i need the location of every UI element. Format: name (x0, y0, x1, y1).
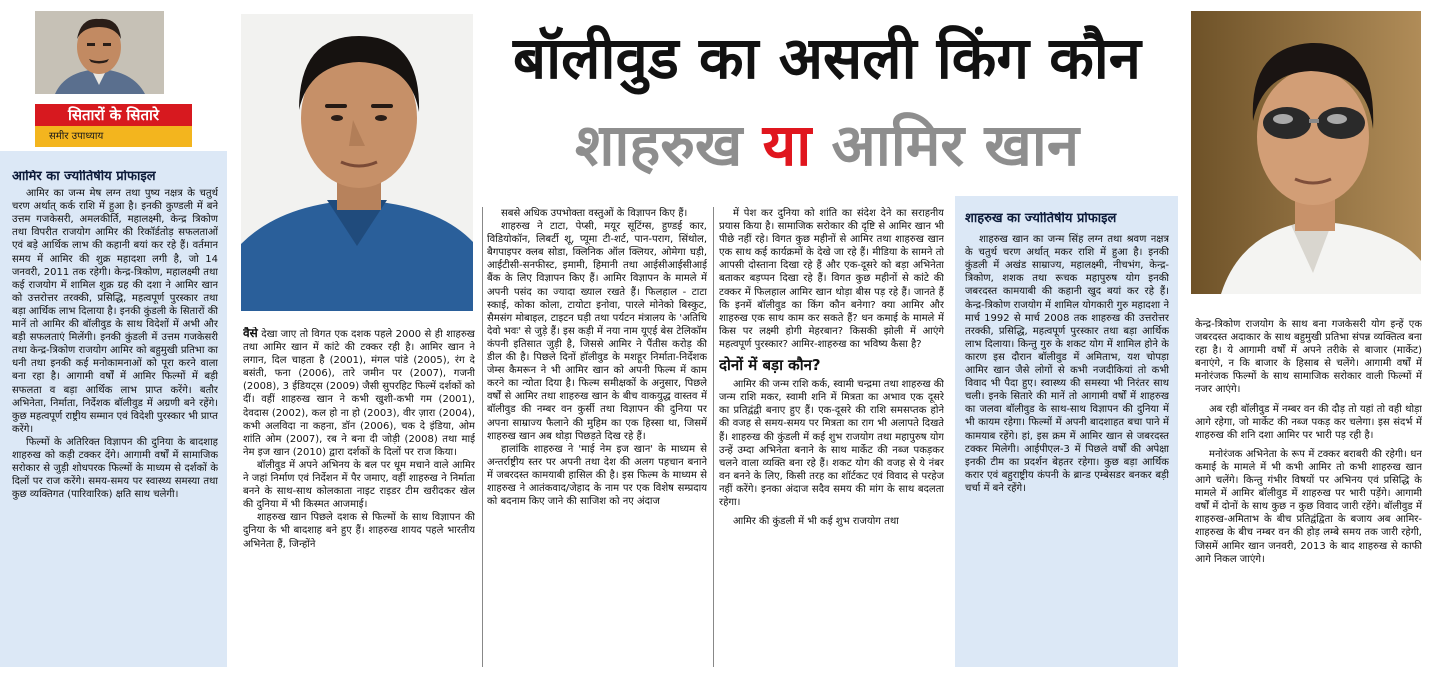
headline-shahrukh: शाहरुख (574, 111, 743, 179)
shahrukh-profile-heading: शाहरुख का ज्योतिषीय प्रोफाइल (965, 212, 1117, 226)
article-para: आमिर की कुंडली में भी कई शुभ राजयोग तथा (733, 516, 899, 528)
section-subhead: दोनों में बड़ा कौन? (719, 356, 821, 375)
aamir-profile-heading: आमिर का ज्योतिषीय प्रोफाइल (12, 170, 156, 184)
article-para-text: देखा जाए तो विगत एक दशक पहले 2000 से ही शाहरुख तथा आमिर खान में कांटे की टक्कर रही है। आमिर खान ने लगान, दिल चाहता है (2001), मंगल पांडे (2005), रंग दे बसंती, फना (2006), तारे जमीन पर (2007), गजनी (2008), 3 ईडियट्स (2009) जैसी सुपरहिट फिल्में दर्शकों को दीं। वहीं शाहरुख खान ने कभी खुशी-कभी गम (2001), देवदास (2002), कल हो ना हो (2003), वीर ज़ारा (2004), कभी अलविदा ना कहना, डॉन (2006), चक दे इंडिया, ओम शांति ओम (2007), रब ने बना दी जोड़ी (2008) तथा माई नेम इज खान (2010) द्वारा दर्शकों के दिलों पर राज किया। (243, 329, 475, 458)
article-para: बॉलीवुड में अपने अभिनय के बल पर धूम मचाने वाले आमिर ने जहां निर्माण एवं निर्देशन में पैर जमाए, वहीं शाहरुख ने निर्माता बनने के साथ-साथ कोलकाता नाइट राइडर टीम खरीदकर खेल की दुनिया में भी किस्मत आजमाई। (243, 459, 475, 511)
column-tag (35, 104, 192, 147)
author-photo (35, 11, 164, 94)
article-para: अब रही बॉलीवुड में नम्बर वन की दौड़ तो यहां तो वही थोड़ा आगे रहेगा, जो मार्केट की नब्ज पकड़ कर चलेगा। इस संदर्भ में शाहरुख की शनि दशा आमिर पर भारी पड़ रही है। (1195, 403, 1422, 441)
article-para (243, 327, 475, 459)
headline-line1: बॉलीवुड का असली किंग कौन (513, 24, 1141, 92)
headline-aamir: आमिर खान (831, 111, 1080, 179)
article-para: आमिर की जन्म राशि कर्क, स्वामी चन्द्रमा तथा शाहरुख की जन्म राशि मकर, स्वामी शनि में मित्रता का अभाव एक दूसरे का प्रतिद्वंद्वी बनाए हुए हैं। एक-दूसरे की राशि समसप्तक होने की वजह से समय-समय पर मित्रता का राग भी अलापते दिखते हैं। शाहरुख की कुंडली में कई शुभ राजयोग तथा महापुरुष योग उन्हें उम्दा अभिनेता बनाने के साथ मार्केट की नब्ज पकड़कर चलने वाला व्यक्ति बना रहे हैं। शकट योग की वजह से ये नंबर वन बनने के लिए, किसी तरह का शॉर्टकट एवं विवाद से परहेज नहीं करेंगे। इनका अंदाज सदैव समय की मांग के साथ बदलता रहेगा। (719, 379, 944, 508)
aamir-profile-para: फिल्मों के अतिरिक्त विज्ञापन की दुनिया के बादशाह शाहरुख को कड़ी टक्कर देंगे। आगामी वर्षों में सामाजिक सरोकार से जुड़ी शोधपरक फिल्मों के माध्यम से दर्शकों के दिलों पर राज करेंगे। समय-समय पर स्वास्थ्य समस्या तथा कुछ व्यक्तिगत (पारिवारिक) क्षति साथ चलेगी। (12, 436, 218, 501)
shahrukh-profile-para: शाहरुख खान का जन्म सिंह लग्न तथा श्रवण नक्षत्र के चतुर्थ चरण अर्थात् मकर राशि में हुआ है। इनकी कुंडली में अखंड साम्राज्य, महालक्ष्मी, नीचभंग, केन्द्र-त्रिकोण, शशक तथा रूचक महापुरुष योग इनकी जबरदस्त कामयाबी की कहानी खुद बयां कर रहे हैं। केन्द्र-त्रिकोण राजयोग में शामिल योगकारी गुरु महादशा ने मार्च 1992 से मार्च 2008 तक शाहरुख की उत्तरोत्तर तरक्की, प्रसिद्धि, महत्वपूर्ण पुरस्कार तथा बड़ा आर्थिक लाभ दिलाया। किन्तु गुरु के शकट योग में शामिल होने के कारण इस दौरान बॉलीवुड में अमिताभ, यश चोपड़ा आमिर खान जैसे लोगों से कभी नजदीकियां तो कभी विवाद भी पैदा हुए। स्वास्थ्य की समस्या भी निरंतर साथ चली। इनके सितारे की मानें तो आगामी वर्षों में शाहरुख का जलवा बॉलीवुड के साथ-साथ विज्ञापन की दुनिया में भी कायम रहेगा। फिल्मों में अपनी बादशाहत बचा पाने में कामयाब रहेंगे। हां, इस क्रम में आमिर खान से जबरदस्त टक्कर मिलेगी। आईपीएल-3 में पिछले वर्षों की अपेक्षा इनकी टीम का प्रदर्शन बेहतर रहेगा। कुछ बड़ा आर्थिक करार एवं बहुराष्ट्रीय कंपनी के ब्रान्ड एम्बेसडर बनकर बड़ी चर्चा में बने रहेंगे। (965, 234, 1169, 494)
headline-or: या (762, 111, 812, 179)
shahrukh-khan-photo (1191, 11, 1421, 294)
column-rule (713, 207, 714, 667)
article-column-2 (487, 207, 707, 667)
column-rule (482, 207, 483, 667)
article-para: में पेश कर दुनिया को शांति का संदेश देने का सराहनीय प्रयास किया है। सामाजिक सरोकार की दृष्टि से आमिर खान भी पीछे नहीं रहे। विगत कुछ महीनों से आमिर तथा शाहरुख खान एक साथ कई कार्यक्रमों के देखे जा रहे हैं। मीडिया के सामने तो आपसी दोस्ताना दिखा रहे हैं और एक-दूसरे को बड़ा अभिनेता बताकर बड़प्पन दिखा रहे हैं। विगत कुछ महीनों से कांटे की टक्कर में फिलहाल आमिर खान थोड़ा बीस पड़ रहे हैं। जानते हैं कि इनमें बॉलीवुड का किंग कौन बनेगा? क्या आमिर और शाहरुख एक साथ काम कर सकते हैं? धन कमाई के मामले में किस पर लक्ष्मी होगी मेहरबान? किसकी झोली में आएंगे महत्वपूर्ण पुरस्कार? आमिर-शाहरुख का भविष्य कैसा है? (719, 208, 944, 350)
article-para: शाहरुख ने टाटा, पेप्सी, मयूर सूटिंग्स, हुण्डई कार, विडियोकॉन, लिबर्टी शू, प्यूमा टी-शर्ट, पान-पराग, सिंथोल, बैगपाइपर क्लब सोडा, क्लिनिक ऑल क्लियर, ओमेगा घड़ी, आईटीसी-सनफीस्ट, इमामी, हिमानी तथा आईसीआईसीआई बैंक के लिए विज्ञापन किए हैं। आमिर विज्ञापन के मामले में अपनी पसंद का ज्यादा ख्याल रखते हैं। फिलहाल - टाटा स्काई, कोका कोला, टायोटा इनोवा, पारले मोनेको बिस्कुट, सैमसंग मोबाइल, टाइटन घड़ी तथा पर्यटन मंत्रालय के 'अतिथि देवो भवः' से जुड़े हैं। इस कड़ी में नया नाम यूएई बेस टेलिकॉम कंपनी इतिसात जुड़ी है, जिससे आमिर ने पैंतीस करोड़ की डील की है। पिछले दिनों हॉलीवुड के मशहूर निर्माता-निर्देशक जेम्स कैमरून ने भी आमिर खान को अपनी फिल्म में काम करने का न्योता दिया है। फिल्म समीक्षकों के अनुसार, पिछले वर्षों से आमिर तथा शाहरुख खान के बीच वाकयुद्ध वास्तव में बॉलीवुड की नम्बर वन कुर्सी तथा विज्ञापन की दुनिया पर अपना साम्राज्य फैलाने की मुहिम का एक हिस्सा था, जिसमें शाहरुख खान अब थोड़ा पिछड़ते दिख रहे हैं। (487, 221, 707, 442)
column-tag-label: सितारों के सितारे (35, 104, 192, 126)
article-para: हालांकि शाहरुख ने 'माई नेम इज खान' के माध्यम से अन्तर्राष्ट्रीय स्तर पर अपनी तथा देश की अलग पहचान बनाने में जबरदस्त कामयाबी हासिल की है। इस फिल्म के माध्यम से शाहरुख ने आतंकवाद/जेहाद के नाम पर एक विशेष सम्प्रदाय को बदनाम किए जाने की साजिश को नए अंदाज (487, 443, 707, 508)
dropcap-word: वैसे (243, 327, 258, 340)
column-author: समीर उपाध्याय (35, 126, 192, 147)
headline-line2 (482, 108, 1172, 182)
article-para: मनोरंजक अभिनेता के रूप में टक्कर बराबरी की रहेगी। धन कमाई के मामले में भी कभी आमिर तो कभी शाहरुख खान आगे चलेंगे। किन्तु गंभीर विषयों पर अभिनय एवं प्रसिद्धि के मामले में आमिर बॉलीवुड में शाहरुख पर भारी पड़ेंगे। आगामी वर्षों में दोनों के साथ कुछ न कुछ विवाद जारी रहेंगे। बॉलीवुड में शाहरुख-अमिताभ के बीच प्रतिद्वंद्विता के बजाय अब आमिर-शाहरुख के बीच नम्बर वन की होड़ लम्बे समय तक जारी रहेगी, जिसमें आमिर खान जनवरी, 2013 के बाद शाहरुख से काफी आगे निकल जाएंगे। (1195, 448, 1422, 565)
article-column-4 (1195, 318, 1422, 668)
aamir-profile-para: आमिर का जन्म मेष लग्न तथा पुष्य नक्षत्र के चतुर्थ चरण अर्थात् कर्क राशि में हुआ है। इनकी कुण्डली में बने उत्तम गजकेसरी, अमलकीर्ति, महालक्ष्मी, केन्द्र त्रिकोण तथा विपरीत राजयोग आमिर की रिकॉर्डतोड़ सफलताओं एवं बड़े आर्थिक लाभ की कहानी बयां कर रहे हैं। वर्तमान समय में आमिर की शुक्र महादशा लगी है, जो 14 जनवरी, 2011 तक रहेगी। केन्द्र-त्रिकोण, महालक्ष्मी तथा कई राजयोग में शामिल शुक्र ग्रह की दशा ने आमिर खान को उत्तरोत्तर तरक्की, प्रसिद्धि, महत्वपूर्ण पुरस्कार तथा बड़ा आर्थिक लाभ दिलाया है। इनकी कुंडली के सितारों की मानें तो आमिर की बॉलीवुड के साथ विदेशों में अभी और बड़ी सफलताएं मिलेंगी। इनकी कुंडली में उत्तम गजकेसरी तथा केन्द्र-त्रिकोण राजयोग आमिर को बहुमुखी प्रतिभा का धनी तथा इनकी कई मनोकामनाओं को पूरा करने वाला बना रहा है। आगामी वर्षों में आमिर फिल्मों में बड़ी सफलता व बड़ा आर्थिक लाभ प्राप्त करेंगे। बतौर अभिनेता, निर्माता, निर्देशक बॉलीवुड में अग्रणी बने रहेंगे। कुछ महत्वपूर्ण राष्ट्रीय सम्मान एवं विदेशी पुरस्कार भी प्राप्त करेंगे। (12, 188, 218, 435)
article-para: शाहरुख खान पिछले दशक से फिल्मों के साथ विज्ञापन की दुनिया के भी बादशाह बने हुए हैं। शाहरुख शायद पहले भारतीय अभिनेता हैं, जिन्होंने (243, 512, 475, 550)
aamir-khan-photo (241, 14, 473, 311)
article-column-1 (243, 327, 475, 667)
article-para: केन्द्र-त्रिकोण राजयोग के साथ बना गजकेसरी योग इन्हें एक जबरदस्त अदाकार के साथ बहुमुखी प्रतिभा संपन्न व्यक्तित्व बना रहा है। ये आगामी वर्षों में अपने तरीके से बाजार (मार्केट) बनाएंगे, न कि बाजार के हिसाब से चलेंगे। आगामी वर्षों में मनोरंजक फिल्मों के साथ सामाजिक सरोकार वाली फिल्मों में नजर आएंगे। (1195, 319, 1422, 396)
shahrukh-profile-text (965, 212, 1169, 662)
aamir-profile-text (12, 170, 218, 662)
article-column-3 (719, 207, 944, 667)
article-para: सबसे अधिक उपभोक्ता वस्तुओं के विज्ञापन किए हैं। (501, 208, 688, 219)
